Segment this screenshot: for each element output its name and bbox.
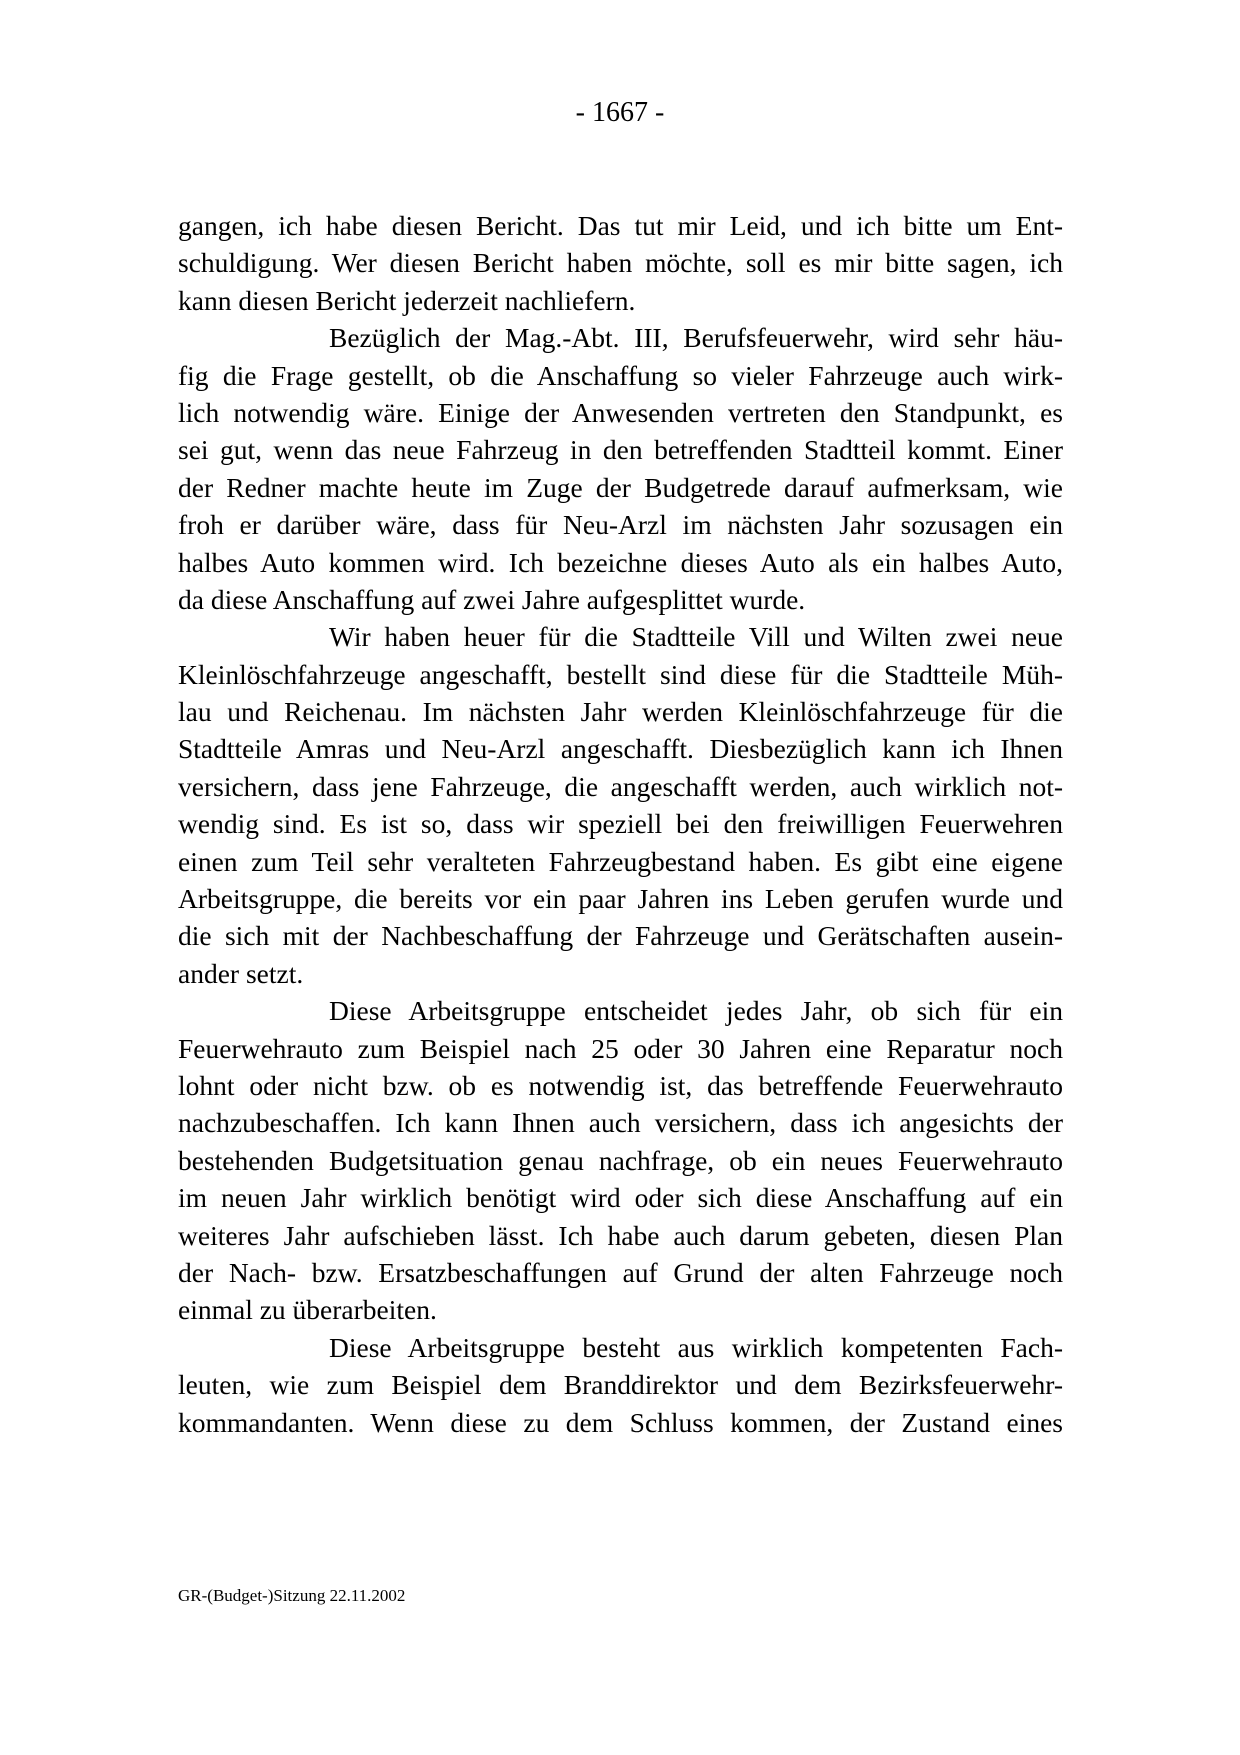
text-line: Bezüglich der Mag.-Abt. III, Berufsfeuerwehr, wird sehr häu- bbox=[329, 322, 1063, 354]
paragraph bbox=[178, 319, 1063, 618]
text-line: ander setzt. bbox=[178, 957, 304, 989]
text-line: Wir haben heuer für die Stadtteile Vill und Wilten zwei neue bbox=[329, 621, 1063, 653]
paragraph bbox=[178, 618, 1063, 992]
text-line: lau und Reichenau. Im nächsten Jahr werden Kleinlöschfahrzeuge für die bbox=[178, 696, 1063, 728]
text-line: im neuen Jahr wirklich benötigt wird oder sich diese Anschaffung auf ein bbox=[178, 1182, 1063, 1214]
text-line: schuldigung. Wer diesen Bericht haben möchte, soll es mir bitte sagen, ich bbox=[178, 247, 1063, 279]
text-line: versichern, dass jene Fahrzeuge, die angeschafft werden, auch wirklich not- bbox=[178, 770, 1063, 802]
text-line: gangen, ich habe diesen Bericht. Das tut mir Leid, und ich bitte um Ent- bbox=[178, 210, 1063, 241]
paragraph bbox=[178, 992, 1063, 1329]
text-line: der Nach- bzw. Ersatzbeschaffungen auf Grund der alten Fahrzeuge noch bbox=[178, 1256, 1063, 1288]
paragraph bbox=[178, 207, 1063, 319]
text-line: einmal zu überarbeiten. bbox=[178, 1294, 437, 1326]
text-line: kann diesen Bericht jederzeit nachliefern. bbox=[178, 284, 636, 316]
text-line: Diese Arbeitsgruppe entscheidet jedes Jahr, ob sich für ein bbox=[329, 995, 1063, 1027]
text-line: halbes Auto kommen wird. Ich bezeichne dieses Auto als ein halbes Auto, bbox=[178, 546, 1063, 578]
text-line: einen zum Teil sehr veralteten Fahrzeugbestand haben. Es gibt eine eigene bbox=[178, 845, 1063, 877]
footer-session-date: GR-(Budget-)Sitzung 22.11.2002 bbox=[178, 1586, 406, 1605]
text-line: froh er darüber wäre, dass für Neu-Arzl im nächsten Jahr sozusagen ein bbox=[178, 509, 1063, 541]
page-number: - 1667 - bbox=[575, 97, 665, 128]
body-text bbox=[178, 207, 1063, 1441]
text-line: Diese Arbeitsgruppe besteht aus wirklich kompetenten Fach- bbox=[329, 1331, 1063, 1363]
paragraph bbox=[178, 1329, 1063, 1441]
text-line: lohnt oder nicht bzw. ob es notwendig ist, das betreffende Feuerwehrauto bbox=[178, 1069, 1063, 1101]
text-line: sei gut, wenn das neue Fahrzeug in den betreffenden Stadtteil kommt. Einer bbox=[178, 434, 1063, 466]
text-line: Kleinlöschfahrzeuge angeschafft, bestellt sind diese für die Stadtteile Müh- bbox=[178, 658, 1063, 690]
text-line: nachzubeschaffen. Ich kann Ihnen auch versichern, dass ich angesichts der bbox=[178, 1107, 1063, 1139]
text-line: Arbeitsgruppe, die bereits vor ein paar Jahren ins Leben gerufen wurde und bbox=[178, 883, 1063, 915]
text-line: fig die Frage gestellt, ob die Anschaffung so vieler Fahrzeuge auch wirk- bbox=[178, 359, 1063, 391]
text-line: die sich mit der Nachbeschaffung der Fahrzeuge und Gerätschaften ausein- bbox=[178, 920, 1063, 952]
text-line: leuten, wie zum Beispiel dem Branddirektor und dem Bezirksfeuerwehr- bbox=[178, 1369, 1063, 1401]
text-line: bestehenden Budgetsituation genau nachfrage, ob ein neues Feuerwehrauto bbox=[178, 1144, 1063, 1176]
text-line: da diese Anschaffung auf zwei Jahre aufgesplittet wurde. bbox=[178, 583, 806, 615]
text-line: weiteres Jahr aufschieben lässt. Ich habe auch darum gebeten, diesen Plan bbox=[178, 1219, 1063, 1251]
text-line: lich notwendig wäre. Einige der Anwesenden vertreten den Standpunkt, es bbox=[178, 396, 1063, 428]
text-line: kommandanten. Wenn diese zu dem Schluss kommen, der Zustand eines bbox=[178, 1406, 1063, 1438]
text-line: Stadtteile Amras und Neu-Arzl angeschafft. Diesbezüglich kann ich Ihnen bbox=[178, 733, 1063, 765]
text-line: wendig sind. Es ist so, dass wir speziell bei den freiwilligen Feuerwehren bbox=[178, 808, 1063, 840]
text-line: Feuerwehrauto zum Beispiel nach 25 oder 30 Jahren eine Reparatur noch bbox=[178, 1032, 1063, 1064]
text-line: der Redner machte heute im Zuge der Budgetrede darauf aufmerksam, wie bbox=[178, 471, 1063, 503]
